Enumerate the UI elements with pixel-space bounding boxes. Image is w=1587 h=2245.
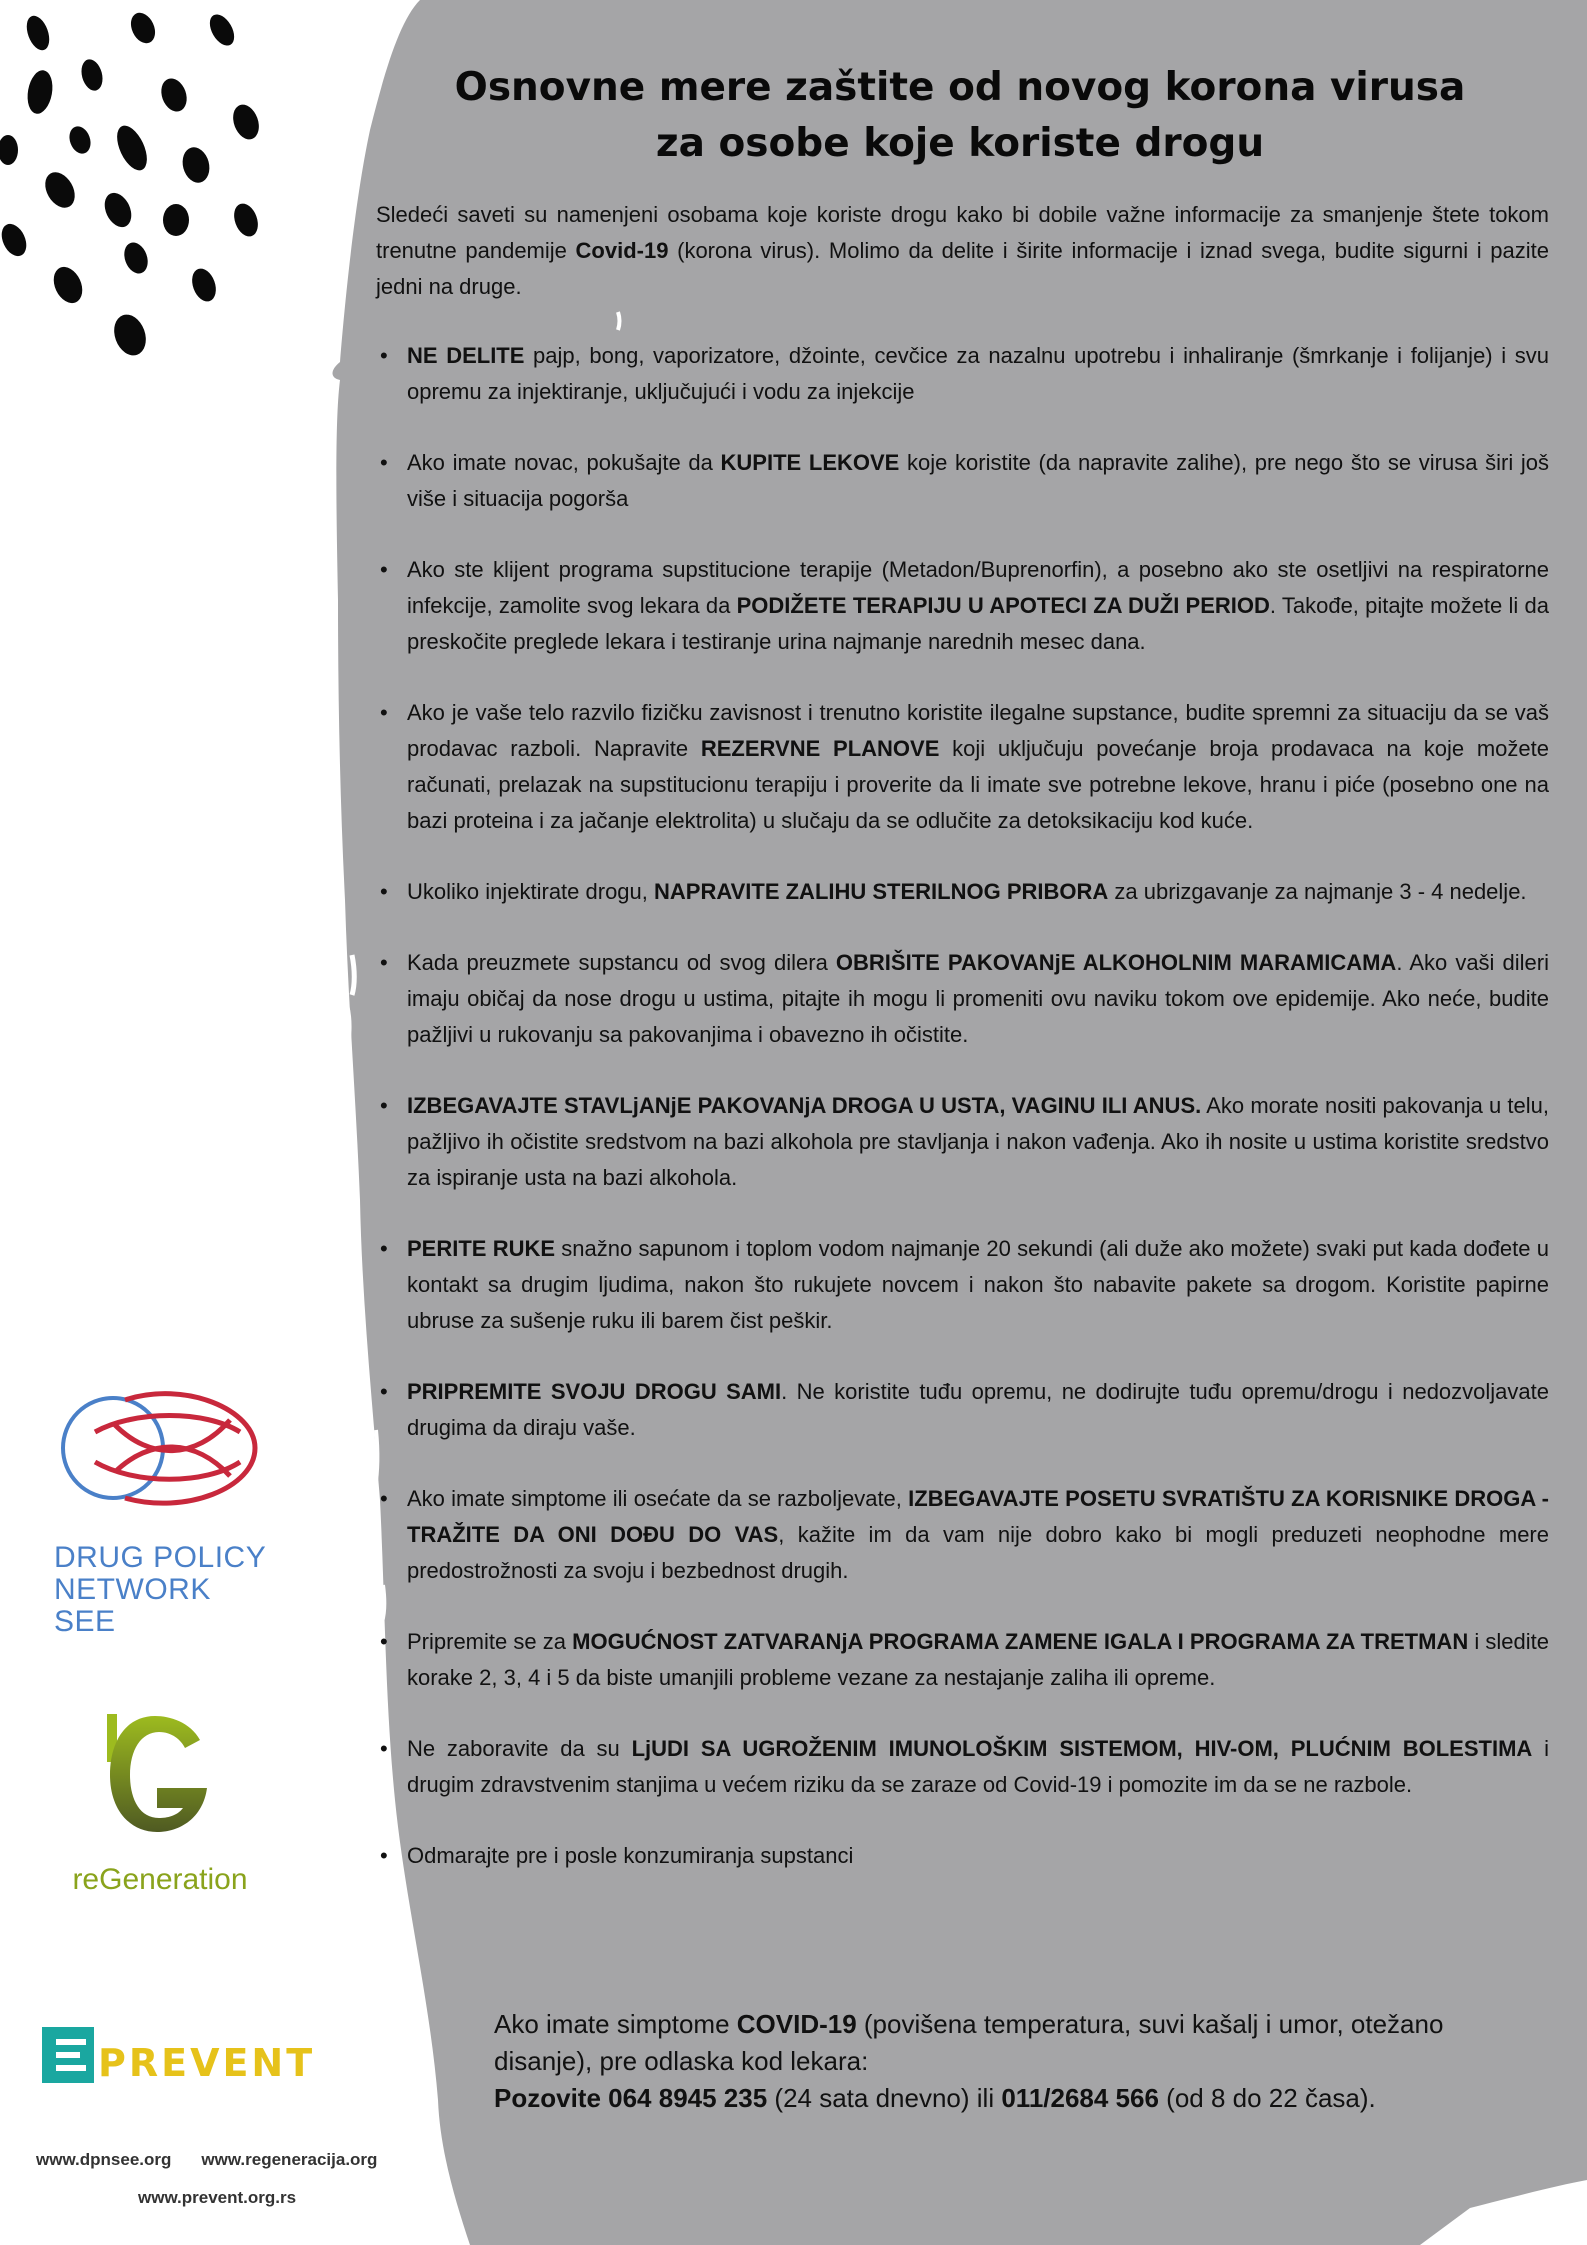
advice-highlight: NE DELITE [407, 343, 525, 368]
regeneration-g-icon [55, 1710, 265, 1840]
advice-item [376, 1374, 1549, 1446]
advice-highlight: OBRIŠITE PAKOVANjE ALKOHOLNIM MARAMICAMA [835, 950, 1397, 975]
footer-link-prevent[interactable]: www.prevent.org.rs [138, 2188, 297, 2207]
advice-highlight: PODIŽETE TERAPIJU U APOTECI ZA DUŽI PERIOD [736, 593, 1270, 618]
advice-text: Ako ste klijent programa supstitucione terapije (Metadon/Buprenorfin), a posebno ako ste osetljivi na respiratorne infekcije, zamolite svog lekara da [407, 557, 1549, 618]
advice-item [376, 1838, 1549, 1874]
advice-item [376, 1231, 1549, 1339]
advice-text: . Ne koristite tuđu opremu, ne dodirujte tuđu opremu/drogu i nedozvoljavate drugima da diraju vaše. [407, 1379, 1549, 1440]
intro-text-2: (korona virus). Molimo da delite i širite informacije i iznad svega, budite sigurni i pazite jedni na druge. [376, 238, 1549, 299]
dpn-name-line-2: NETWORK SEE [54, 1573, 211, 1638]
contact-text: (povišena temperatura, suvi kašalj i umor, otežano disanje), pre odlaska kod lekara: [494, 2009, 1444, 2076]
title-line-1: Osnovne mere zaštite od novog korona virusa [454, 65, 1466, 110]
advice-text: za ubrizgavanje za najmanje 3 - 4 nedelje. [1108, 879, 1527, 904]
advice-highlight: PERITE RUKE [407, 1236, 556, 1261]
contact-text: (24 sata dnevno) ili [767, 2083, 1002, 2113]
advice-item [376, 338, 1549, 410]
contact-info [494, 2006, 1504, 2117]
advice-text: koji uključuju povećanje broja prodavaca na koje možete računati, prelazak na supstitucionu terapiju i proverite da li imate sve potrebne lekove, hranu i piće (posebno one na bazi proteina i za jačanje elektrolita) u slučaju da se odlučite za detoksikaciju kod kuće. [407, 736, 1549, 833]
prevent-wordmark: PREVENT [98, 2041, 316, 2085]
advice-item [376, 445, 1549, 517]
advice-highlight: MOGUĆNOST ZATVARANjA PROGRAMA ZAMENE IGALA I PROGRAMA ZA TRETMAN [572, 1629, 1469, 1654]
advice-item [376, 1088, 1549, 1196]
advice-item [376, 1481, 1549, 1589]
advice-item [376, 945, 1549, 1053]
regeneration-name: reGeneration [72, 1863, 248, 1896]
dpn-name [54, 1542, 270, 1638]
advice-highlight: KUPITE LEKOVE [720, 450, 900, 475]
advice-text: Ako imate simptome ili osećate da se razboljevate, [407, 1486, 909, 1511]
advice-item [376, 695, 1549, 839]
intro-bold: Covid-19 [575, 238, 669, 263]
footer-link-dpnsee[interactable]: www.dpnsee.org [36, 2150, 172, 2169]
advice-text: i sledite korake 2, 3, 4 i 5 da biste umanjili probleme vezane za nestajanje zaliha ili opreme. [407, 1629, 1549, 1690]
contact-text: Ako imate simptome [494, 2009, 737, 2039]
advice-text: , kažite im da vam nije dobro kako bi mogli preduzeti neophodne mere predostrožnosti za svoju i bezbednost drugih. [407, 1522, 1549, 1583]
decorative-dots [0, 0, 280, 370]
advice-text: Odmarajte pre i posle konzumiranja supstanci [407, 1843, 854, 1868]
advice-highlight: NAPRAVITE ZALIHU STERILNOG PRIBORA [654, 879, 1109, 904]
advice-text: . Takođe, pitajte možete li da preskočite preglede lekara i testiranje urina najmanje narednih mesec dana. [407, 593, 1549, 654]
advice-item [376, 552, 1549, 660]
advice-text: Ako morate nositi pakovanja u telu, pažljivo ih očistite sredstvom na bazi alkohola pre stavljanja i nakon vađenja. Ako ih nosite u ustima koristite sredstvo za ispiranje usta na bazi alkohola. [407, 1093, 1550, 1190]
hotline-number: Pozovite 064 8945 235 [494, 2083, 768, 2113]
advice-list [376, 338, 1549, 1909]
dpn-name-line-1: DRUG POLICY [54, 1541, 267, 1574]
advice-highlight: PRIPREMITE SVOJU DROGU SAMI [407, 1379, 782, 1404]
advice-text: Ako je vaše telo razvilo fizičku zavisnost i trenutno koristite ilegalne supstance, budite spremni za situaciju da se vaš prodavac razboli. Napravite [407, 700, 1549, 761]
advice-text: koje koristite (da napravite zalihe), pre nego što se virusa širi još više i situacija pogorša [407, 450, 1550, 511]
footer-link-regeneracija[interactable]: www.regeneracija.org [201, 2150, 378, 2169]
advice-text: pajp, bong, vaporizatore, džointe, cevčice za nazalnu upotrebu i inhaliranje (šmrkanje i folijanje) i svu opremu za injektiranje, uključujući i vodu za injekcije [407, 343, 1550, 404]
phone-number: 011/2684 566 [1001, 2083, 1159, 2113]
advice-text: . Ako vaši dileri imaju običaj da nose drogu u ustima, pitajte ih mogu li promeniti ovu naviku tokom ove epidemije. Ako neće, budite pažljivi u rukovanju sa pakovanjima i obavezno ih očistite. [407, 950, 1549, 1047]
prevent-logo [42, 2025, 332, 2085]
intro-text-1: Sledeći saveti su namenjeni osobama koje koriste drogu kako bi dobile važne informacije za smanjenje štete tokom trenutne pandemije [376, 202, 1549, 263]
advice-text: snažno sapunom i toplom vodom najmanje 20 sekundi (ali duže ako možete) svaki put kada dođete u kontakt sa drugim ljudima, nakon što rukujete novcem i nakon što nabavite pakete sa drogom. Koristite papirne ubruse za sušenje ruku ili barem čist peškir. [407, 1236, 1549, 1333]
advice-text: Ne zaboravite da su [407, 1736, 632, 1761]
advice-highlight: LjUDI SA UGROŽENIM IMUNOLOŠKIM SISTEMOM, HIV-OM, PLUĆNIM BOLESTIMA [631, 1736, 1533, 1761]
advice-text: i drugim zdravstvenim stanjima u većem riziku da se zaraze od Covid-19 i pomozite im da se ne razbole. [407, 1736, 1550, 1797]
advice-highlight: IZBEGAVAJTE STAVLjANjE PAKOVANjA DROGA U USTA, VAGINU ILI ANUS. [407, 1093, 1202, 1118]
title-line-2: za osobe koje koriste drogu [655, 121, 1265, 166]
dpn-knot-icon [55, 1380, 265, 1530]
regeneration-logo [55, 1710, 265, 1897]
footer-links [20, 2150, 420, 2208]
advice-highlight: REZERVNE PLANOVE [700, 736, 940, 761]
advice-text: Ako imate novac, pokušajte da [407, 450, 721, 475]
dpn-logo [50, 1380, 270, 1638]
advice-text: Ukoliko injektirate drogu, [407, 879, 655, 904]
advice-item [376, 874, 1549, 910]
advice-text: Kada preuzmete supstancu od svog dilera [407, 950, 836, 975]
contact-highlight: COVID-19 [736, 2009, 857, 2039]
intro-paragraph [376, 197, 1549, 305]
page-title [380, 60, 1540, 172]
contact-text: (od 8 do 22 časa). [1158, 2083, 1376, 2113]
advice-highlight: IZBEGAVAJTE POSETU SVRATIŠTU ZA KORISNIKE DROGA - TRAŽITE DA ONI DOĐU DO VAS [407, 1486, 1549, 1547]
advice-item [376, 1624, 1549, 1696]
advice-item [376, 1731, 1549, 1803]
advice-text: Pripremite se za [407, 1629, 573, 1654]
